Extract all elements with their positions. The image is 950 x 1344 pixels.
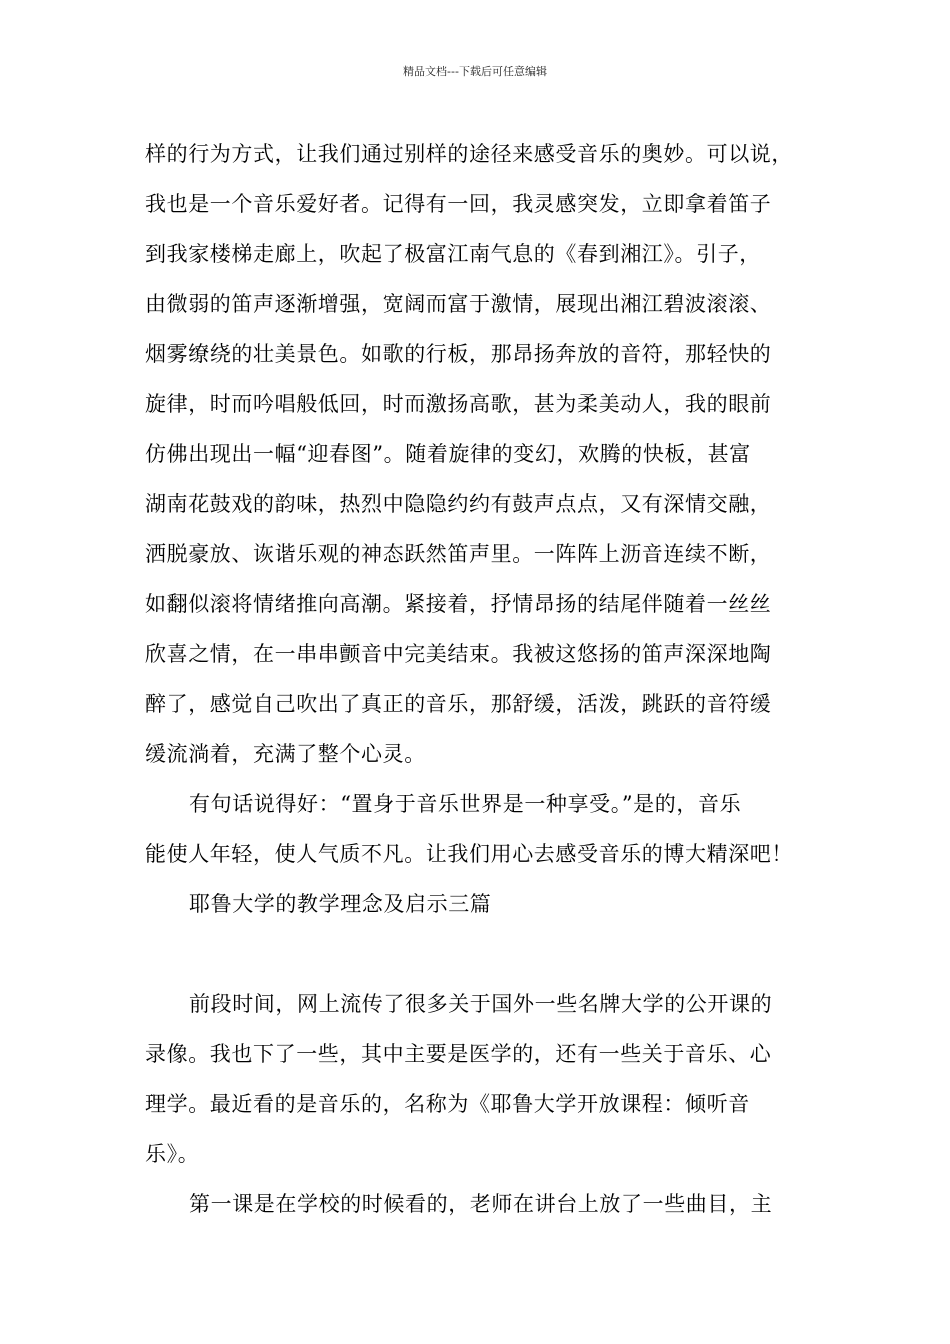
document-body (145, 129, 813, 1229)
text-line: 醉了，感觉自己吹出了真正的音乐，那舒缓，活泼，跳跃的音符缓 (145, 692, 772, 716)
text-line: 样的行为方式，让我们通过别样的途径来感受音乐的奥妙。可以说， (145, 142, 793, 166)
text-line: 我也是一个音乐爱好者。记得有一回，我灵感突发，立即拿着笛子 (145, 192, 772, 216)
text-line: 烟雾缭绕的壮美景色。如歌的行板，那昂扬奔放的音符，那轻快的 (145, 342, 772, 366)
paragraph-4 (145, 1179, 813, 1229)
text-line: 欣喜之情，在一串串颤音中完美结束。我被这悠扬的笛声深深地陶 (145, 642, 772, 666)
text-line: 旋律，时而吟唱般低回，时而激扬高歌，甚为柔美动人，我的眼前 (145, 392, 772, 416)
text-line: 前段时间，网上流传了很多关于国外一些名牌大学的公开课的 (189, 992, 773, 1016)
text-line: 如翻似滚将情绪推向高潮。紧接着，抒情昂扬的结尾伴随着一丝丝 (145, 592, 772, 616)
text-line: 第一课是在学校的时候看的，老师在讲台上放了一些曲目，主 (189, 1192, 773, 1216)
text-line: 由微弱的笛声逐渐增强，宽阔而富于激情，展现出湘江碧波滚滚、 (145, 292, 772, 316)
text-line: 洒脱豪放、诙谐乐观的神态跃然笛声里。一阵阵上沥音连续不断， (145, 542, 772, 566)
text-line: 仿佛出现出一幅“迎春图”。随着旋律的变幻，欢腾的快板，甚富 (145, 442, 751, 466)
text-line: 乐》。 (145, 1142, 200, 1166)
text-line: 缓流淌着，充满了整个心灵。 (145, 742, 426, 766)
text-line: 理学。最近看的是音乐的，名称为《耶鲁大学开放课程：倾听音 (145, 1092, 750, 1116)
section-title: 耶鲁大学的教学理念及启示三篇 (189, 892, 492, 916)
text-line: 到我家楼梯走廊上，吹起了极富江南气息的《春到湘江》。引子， (145, 242, 761, 266)
page-header: 精品文档---下载后可任意编辑 (403, 65, 547, 78)
paragraph-3 (145, 979, 813, 1179)
text-line: 能使人年轻，使人气质不凡。让我们用心去感受音乐的博大精深吧！ (145, 842, 793, 866)
text-line: 录像。我也下了一些，其中主要是医学的，还有一些关于音乐、心 (145, 1042, 772, 1066)
blank-space (145, 929, 813, 979)
text-line: 有句话说得好：“置身于音乐世界是一种享受。”是的，音乐 (189, 792, 742, 816)
paragraph-2 (145, 779, 813, 879)
paragraph-1 (145, 129, 813, 779)
text-line: 湖南花鼓戏的韵味，热烈中隐隐约约有鼓声点点，又有深情交融， (145, 492, 772, 516)
